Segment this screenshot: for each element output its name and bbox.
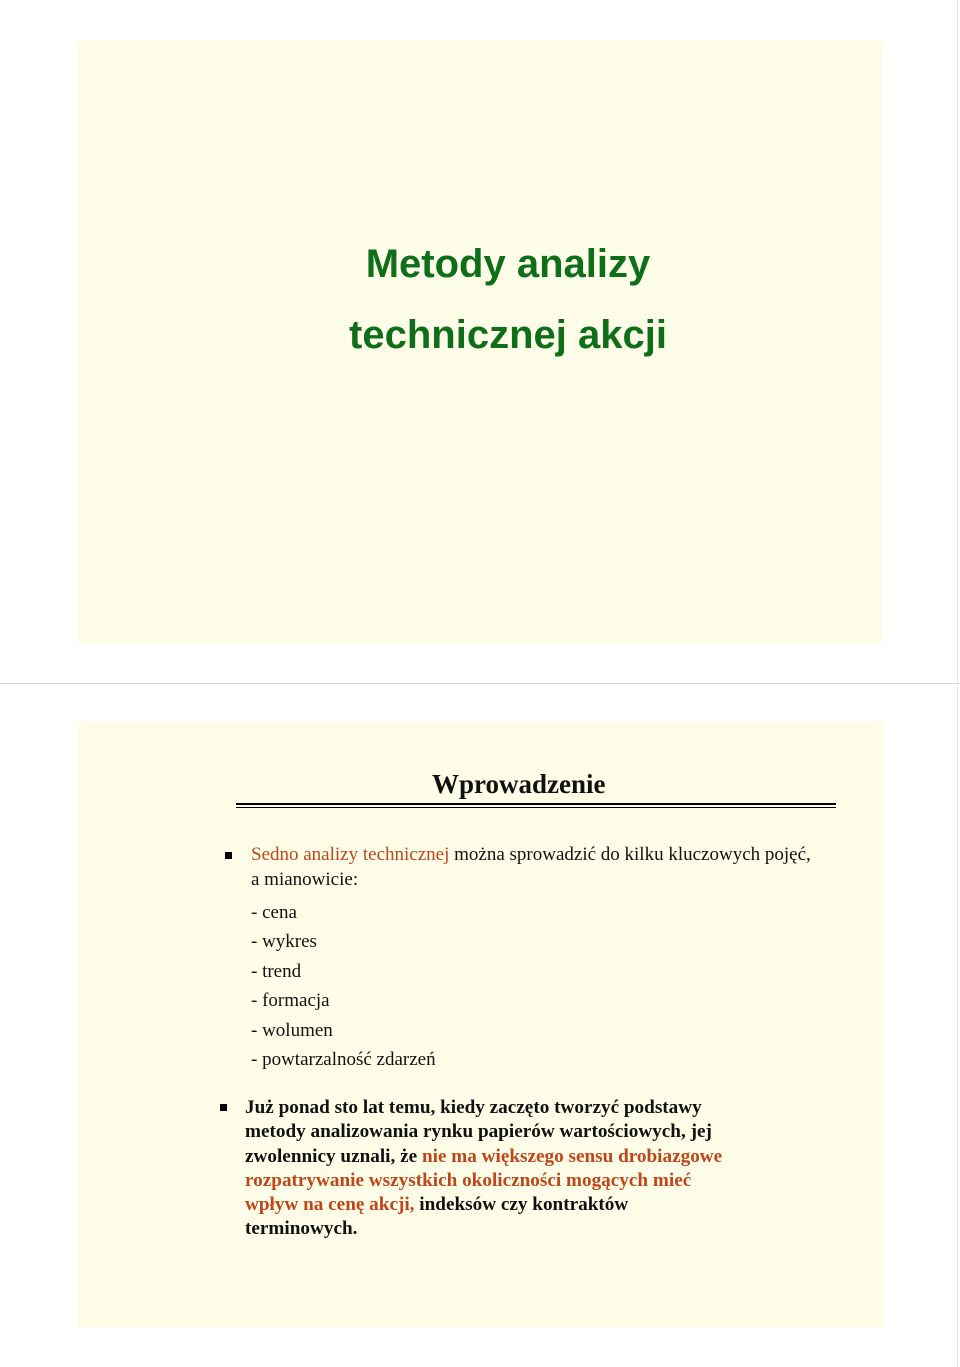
paragraph-line: Już ponad sto lat temu, kiedy zaczęto tworzyć podstawy [245, 1097, 702, 1118]
bullet-paragraph-1 [251, 842, 811, 892]
slide-heading: Wprowadzenie [432, 769, 606, 799]
list-item: - cena [251, 902, 297, 923]
paragraph-line: indeksów czy kontraktów [414, 1194, 629, 1216]
page-divider [0, 683, 960, 684]
highlight-text: Sedno analizy technicznej [251, 844, 450, 865]
slide-title-line-2: technicznej akcji [349, 313, 667, 357]
list-item: - trend [251, 960, 302, 982]
list-item: - formacja [251, 990, 330, 1012]
heading-underline-thin [236, 807, 836, 808]
bullet-square-icon [225, 852, 232, 859]
paragraph-line: terminowych. [245, 1218, 358, 1240]
paragraph-text: można sprowadzić do kilku kluczowych pojęć, a mianowicie: [251, 844, 811, 890]
page-edge [957, 0, 958, 1367]
bullet-square-icon [220, 1104, 227, 1111]
key-concepts-list [251, 898, 436, 1074]
heading-underline [236, 803, 836, 805]
slide-title-line-1: Metody analizy [365, 242, 651, 286]
paragraph-line: metody analizowania rynku papierów wartościowych, jej [245, 1121, 712, 1143]
paragraph-line: zwolennicy uznali, że [245, 1145, 422, 1167]
highlight-text: nie ma większego sensu drobiazgowe [421, 1145, 723, 1167]
highlight-text: rozpatrywanie wszystkich okoliczności mogących mieć [245, 1169, 692, 1191]
highlight-text: wpływ na cenę akcji, [245, 1194, 415, 1216]
slide-introduction [78, 722, 884, 1327]
list-item: - powtarzalność zdarzeń [251, 1049, 436, 1071]
list-item: - wykres [251, 931, 317, 953]
list-item: - wolumen [251, 1019, 333, 1041]
slide-title [78, 40, 882, 644]
bullet-paragraph-2 [245, 1096, 845, 1242]
